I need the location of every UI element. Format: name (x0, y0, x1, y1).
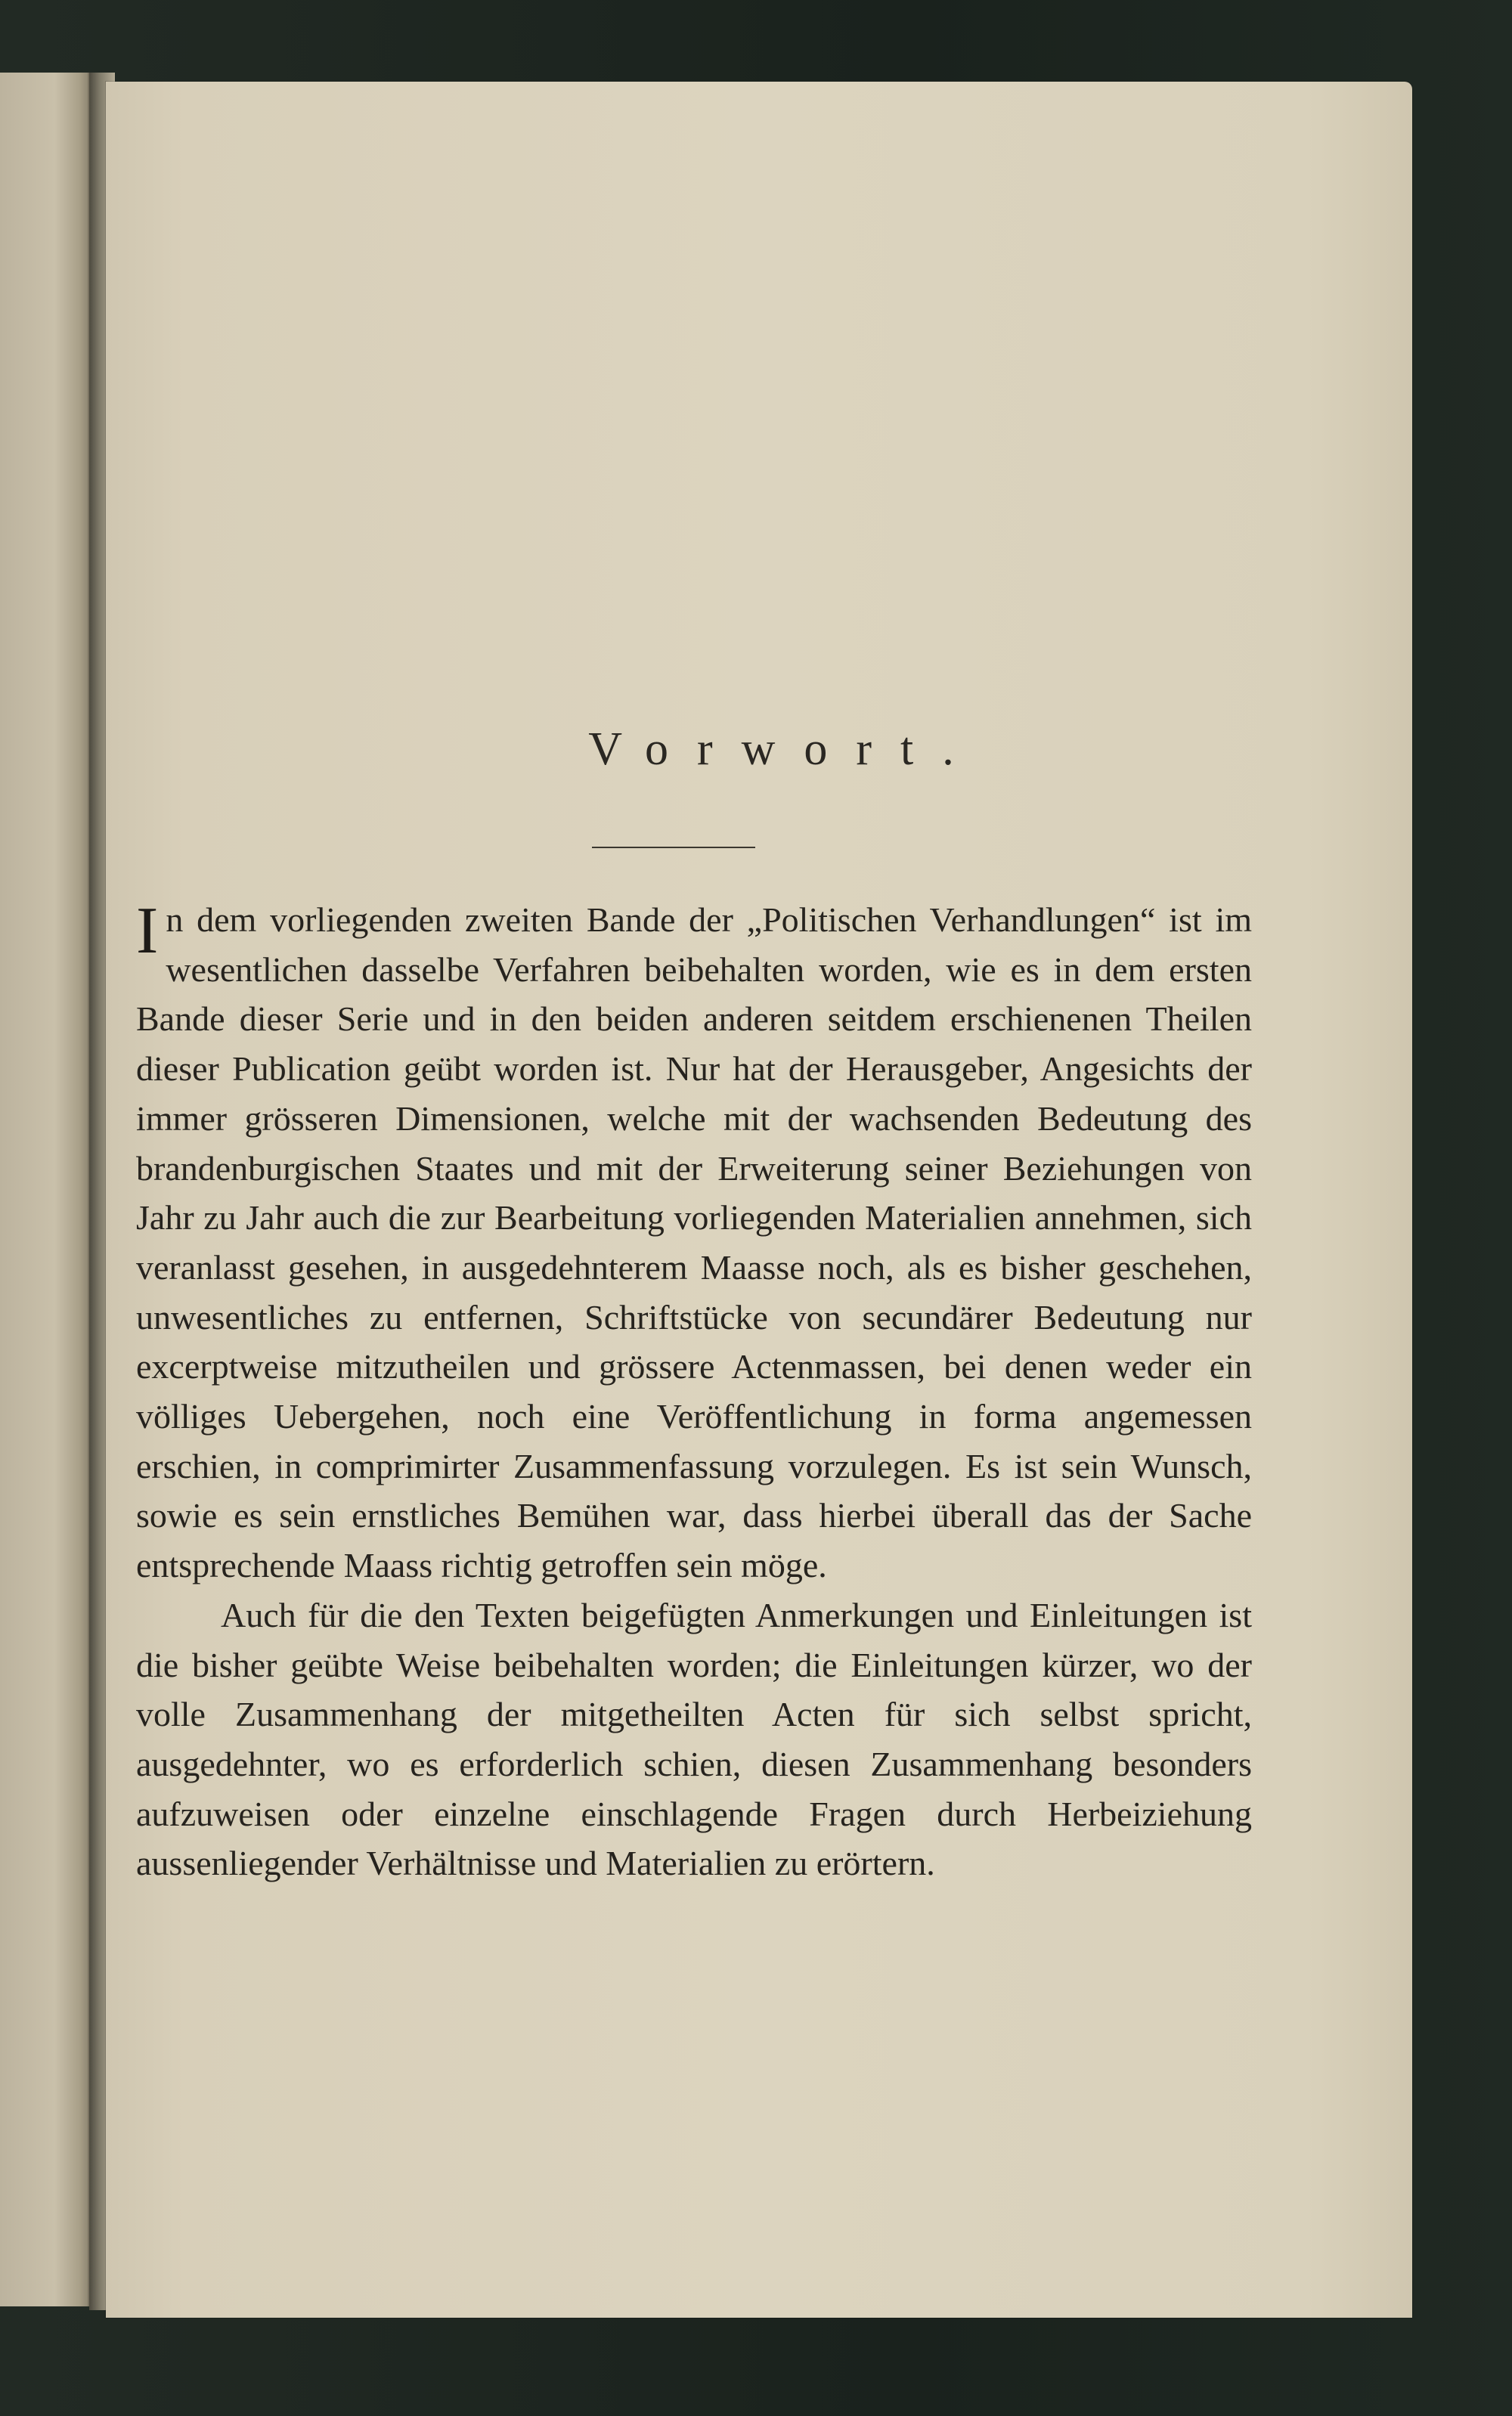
book-page (106, 82, 1412, 2318)
body-text (136, 895, 1252, 1888)
page-heading: Vorwort. (588, 723, 983, 775)
previous-page-edge (0, 73, 100, 2306)
heading-rule (592, 847, 755, 848)
paragraph-1 (136, 895, 1252, 1591)
drop-cap-initial: I (136, 894, 159, 968)
paragraph-1-text: n dem vorliegenden zweiten Bande der „Politischen Verhandlungen“ ist im wesentlichen dasselbe Verfahren beibehalten worden, wie es in dem ersten Bande dieser Serie und in den beiden anderen seitdem erschienenen Theilen dieser Publication geübt worden ist. Nur hat der Herausgeber, Angesichts der immer grösseren Dimensionen, welche mit der wachsenden Bedeutung des brandenburgischen Staates und mit der Erweiterung seiner Beziehungen von Jahr zu Jahr auch die zur Bearbeitung vorliegenden Materialien annehmen, sich veranlasst gesehen, in ausgedehnterem Maasse noch, als es bisher geschehen, unwesentliches zu entfernen, Schriftstücke von secundärer Bedeutung nur excerptweise mitzutheilen und grössere Actenmassen, bei denen weder ein völliges Uebergehen, noch eine Veröffentlichung in forma angemessen erschien, in comprimirter Zusammenfassung vorzulegen. Es ist sein Wunsch, sowie es sein ernstliches Bemühen war, dass hierbei überall das der Sache entsprechende Maass richtig getroffen sein möge. (136, 900, 1252, 1585)
paragraph-2: Auch für die den Texten beigefügten Anmerkungen und Einleitungen ist die bisher geübte Weise beibehalten worden; die Einleitungen kürzer, wo der volle Zusammenhang der mitgetheilten Acten für sich selbst spricht, ausgedehnter, wo es erforderlich schien, diesen Zusammenhang besonders aufzuweisen oder einzelne einschlagende Fragen durch Herbeiziehung aussenliegender Verhältnisse und Materialien zu erörtern. (136, 1595, 1252, 1883)
